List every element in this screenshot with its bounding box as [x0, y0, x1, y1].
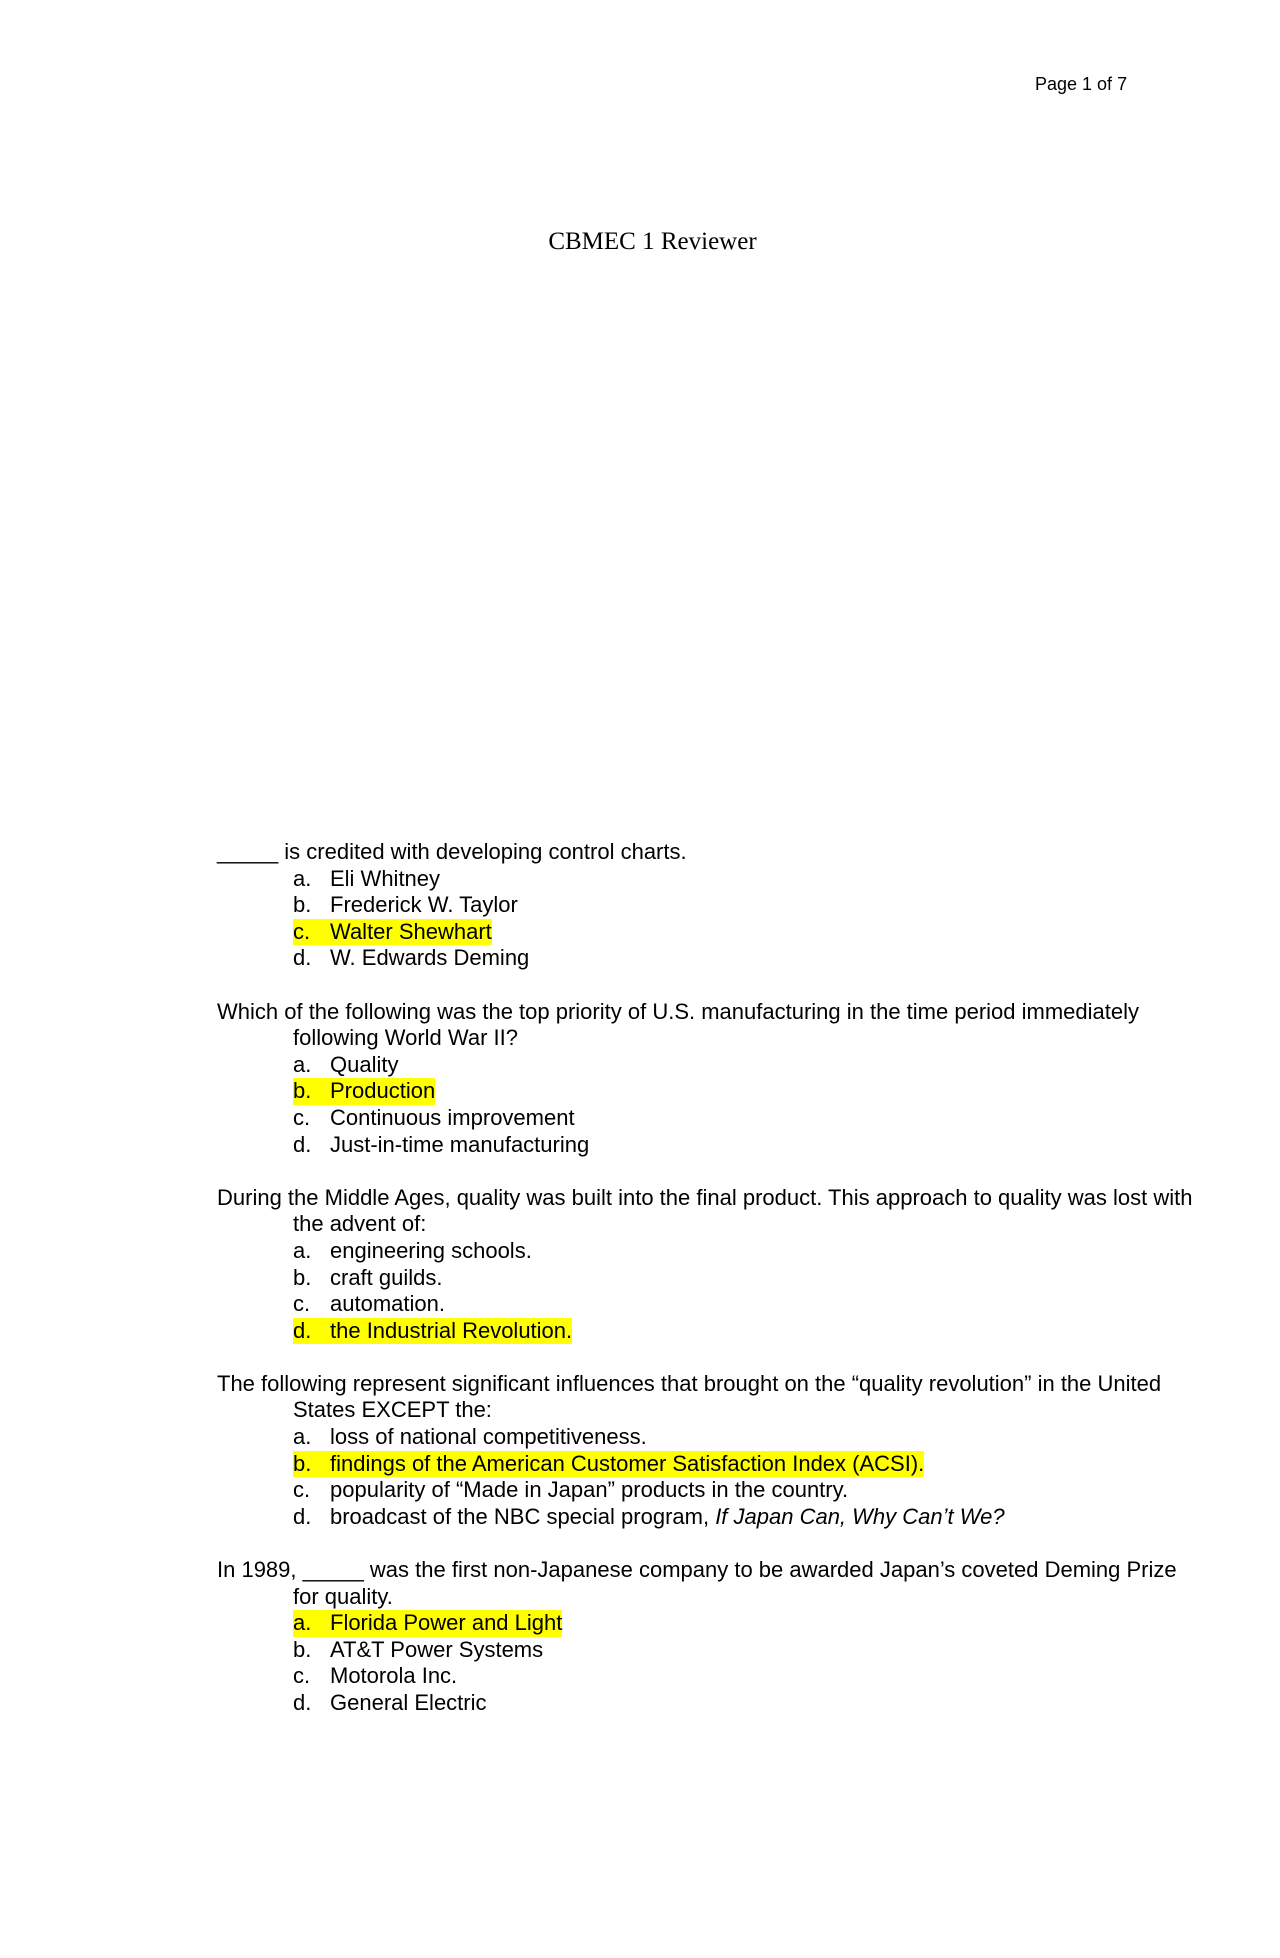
- answer-option: [293, 892, 1197, 919]
- answer-option: [293, 1105, 1197, 1132]
- option-letter: a.: [293, 1237, 312, 1263]
- answer-option: [293, 1637, 1197, 1664]
- answer-option: [293, 1052, 1197, 1079]
- option-letter: c.: [293, 1291, 311, 1317]
- answer-text-wrap: [293, 1265, 443, 1292]
- option-text: Continuous improvement: [330, 1104, 575, 1130]
- highlighted-answer: [293, 1610, 562, 1637]
- option-text: craft guilds.: [330, 1264, 443, 1290]
- answer-option: [293, 1318, 1197, 1345]
- option-text-italic: If Japan Can, Why Can’t We?: [715, 1503, 1005, 1529]
- answer-options: [217, 866, 1197, 972]
- answer-options: [217, 1052, 1197, 1158]
- answer-options: [217, 1610, 1197, 1716]
- option-letter: c.: [293, 1663, 311, 1689]
- question-stem: _____ is credited with developing control charts.: [217, 839, 687, 864]
- answer-text-wrap: [293, 866, 440, 893]
- option-letter: a.: [293, 1610, 312, 1636]
- answer-option: [293, 866, 1197, 893]
- answer-option: [293, 1291, 1197, 1318]
- option-letter: d.: [293, 945, 312, 971]
- question-stem: Which of the following was the top priority of U.S. manufacturing in the time period immediately following World War II?: [217, 998, 1139, 1051]
- option-text: General Electric: [330, 1690, 487, 1715]
- option-text: Quality: [330, 1051, 399, 1077]
- highlighted-answer: [293, 919, 492, 946]
- option-text: Just-in-time manufacturing: [330, 1131, 590, 1157]
- answer-option: [293, 1078, 1197, 1105]
- answer-text-wrap: [293, 1132, 589, 1159]
- option-text: findings of the American Customer Satisfaction Index (ACSI).: [330, 1450, 925, 1476]
- page-number: Page 1 of 7: [1035, 74, 1128, 94]
- question-5: [217, 1557, 1197, 1717]
- answer-text-wrap: [293, 1052, 398, 1079]
- answer-option: [293, 1265, 1197, 1292]
- question-stem: In 1989, _____ was the first non-Japanese company to be awarded Japan’s coveted Deming Prize for quality.: [217, 1557, 1177, 1609]
- option-text: Walter Shewhart: [330, 918, 492, 944]
- option-letter: d.: [293, 1131, 312, 1157]
- option-letter: d.: [293, 1317, 312, 1343]
- option-letter: b.: [293, 1078, 312, 1104]
- answer-option: [293, 1451, 1197, 1478]
- question-list: [217, 839, 1197, 1743]
- answer-text-wrap: [293, 1663, 457, 1690]
- answer-option: [293, 919, 1197, 946]
- option-letter: b.: [293, 892, 312, 918]
- answer-text-wrap: [293, 1477, 848, 1504]
- option-text: Motorola Inc.: [330, 1663, 458, 1689]
- highlighted-answer: [293, 1451, 924, 1478]
- answer-text-wrap: [293, 1238, 532, 1265]
- answer-text-wrap: [293, 945, 529, 972]
- answer-options: [217, 1424, 1197, 1530]
- option-letter: c.: [293, 918, 311, 944]
- answer-text-wrap: [293, 1291, 445, 1318]
- option-letter: b.: [293, 1264, 312, 1290]
- answer-text-wrap: [293, 1504, 1005, 1531]
- question-4: [217, 1371, 1197, 1531]
- option-text: engineering schools.: [330, 1237, 532, 1263]
- option-letter: a.: [293, 1051, 312, 1077]
- option-letter: a.: [293, 1424, 312, 1450]
- option-letter: b.: [293, 1636, 312, 1662]
- answer-option: [293, 1663, 1197, 1690]
- answer-option: [293, 1610, 1197, 1637]
- answer-text-wrap: [293, 892, 518, 919]
- question-stem: The following represent significant influences that brought on the “quality revolution” in the United States EXCEPT the:: [217, 1370, 1162, 1423]
- option-text: automation.: [330, 1291, 445, 1317]
- option-letter: c.: [293, 1104, 311, 1130]
- answer-text-wrap: [293, 1637, 543, 1664]
- question-2: [217, 999, 1197, 1159]
- answer-option: [293, 1424, 1197, 1451]
- question-1: [217, 839, 1197, 972]
- answer-option: [293, 1132, 1197, 1159]
- highlighted-answer: [293, 1318, 572, 1345]
- option-text: Florida Power and Light: [330, 1610, 563, 1636]
- option-text: AT&T Power Systems: [330, 1636, 544, 1662]
- answer-option: [293, 945, 1197, 972]
- answer-options: [217, 1238, 1197, 1344]
- answer-option: [293, 1504, 1197, 1531]
- option-text: Frederick W. Taylor: [330, 892, 518, 918]
- option-letter: c.: [293, 1477, 311, 1503]
- option-text: Eli Whitney: [330, 865, 441, 891]
- option-text: broadcast of the NBC special program,: [330, 1503, 716, 1529]
- highlighted-answer: [293, 1078, 435, 1105]
- question-3: [217, 1185, 1197, 1345]
- answer-option: [293, 1477, 1197, 1504]
- option-text: Production: [330, 1078, 436, 1104]
- option-text: popularity of “Made in Japan” products in the country.: [330, 1477, 849, 1503]
- option-letter: d.: [293, 1503, 312, 1529]
- answer-option: [293, 1238, 1197, 1265]
- option-text: W. Edwards Deming: [330, 945, 530, 971]
- option-letter: d.: [293, 1690, 312, 1715]
- answer-text-wrap: [293, 1690, 487, 1717]
- answer-text-wrap: [293, 1105, 575, 1132]
- question-stem: During the Middle Ages, quality was built into the final product. This approach to quality was lost with the advent of:: [217, 1184, 1193, 1237]
- option-text: loss of national competitiveness.: [330, 1424, 647, 1450]
- answer-text-wrap: [293, 1424, 647, 1451]
- option-letter: a.: [293, 865, 312, 891]
- answer-option: [293, 1690, 1197, 1717]
- option-text: the Industrial Revolution.: [330, 1317, 573, 1343]
- option-letter: b.: [293, 1450, 312, 1476]
- document-title: CBMEC 1 Reviewer: [548, 228, 757, 255]
